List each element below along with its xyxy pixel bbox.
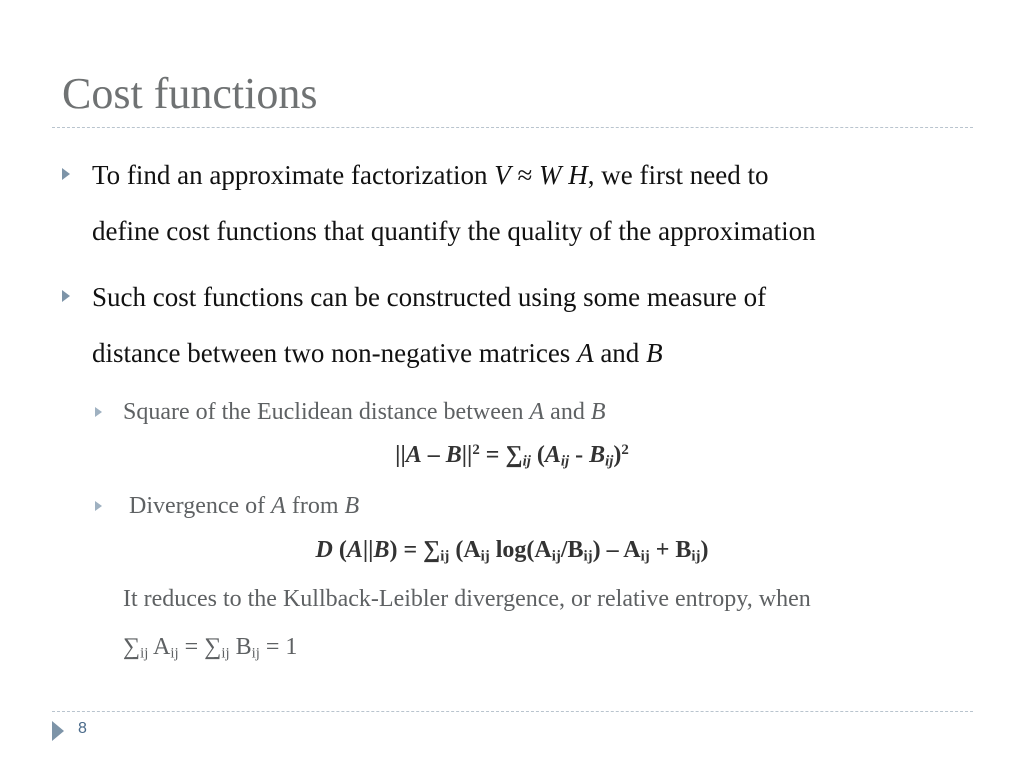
index-ij: ij: [440, 548, 450, 565]
footer-arrow-icon: [52, 721, 64, 741]
sub-bullet-arrow-icon: [95, 501, 102, 511]
term: log(A: [489, 537, 552, 563]
sub-bullet-2: [129, 491, 359, 521]
slide-title: Cost functions: [62, 69, 318, 118]
norm-bars: ||: [461, 442, 473, 468]
var-b: B: [589, 442, 606, 468]
text-run: from: [285, 493, 345, 519]
sum-symbol: = ∑: [479, 442, 523, 468]
norm-bars: ||: [362, 537, 374, 563]
term: (A: [449, 537, 481, 563]
minus: -: [569, 442, 590, 468]
text-run: To find an approximate factorization: [92, 160, 495, 190]
term: = 1: [259, 634, 298, 660]
minus: –: [421, 442, 446, 468]
approx-symbol: ≈: [510, 160, 540, 190]
norm-bars: ||: [395, 442, 406, 468]
bullet-arrow-icon: [62, 290, 70, 302]
bullet-1-line-1: [92, 158, 769, 192]
index-ij: ij: [583, 548, 593, 565]
sub-bullet-arrow-icon: [95, 407, 102, 417]
kl-note-line-1: It reduces to the Kullback-Leibler divergence, or relative entropy, when: [123, 586, 811, 612]
index-ij: ij: [640, 548, 650, 565]
text-run: and: [544, 399, 591, 425]
index-ij: ij: [221, 645, 230, 662]
index-ij: ij: [251, 645, 260, 662]
index-ij: ij: [605, 453, 614, 470]
page-number: 8: [78, 720, 87, 737]
sub-bullet-1: [123, 397, 606, 427]
kl-note-line-2: [123, 632, 297, 662]
bullet-2-line-2: [92, 336, 663, 370]
index-ij: ij: [480, 548, 490, 565]
index-ij: ij: [560, 453, 570, 470]
text-run: and: [593, 338, 647, 368]
var-w: W: [539, 160, 562, 190]
var-a: A: [544, 442, 561, 468]
text-run: Square of the Euclidean distance between: [123, 399, 530, 425]
term: /B: [560, 537, 584, 563]
text-run: , we first need to: [587, 160, 769, 190]
exponent: 2: [621, 441, 629, 458]
bullet-arrow-icon: [62, 168, 70, 180]
footer-divider: [52, 711, 973, 712]
var-b: B: [646, 338, 663, 368]
var-a: A: [271, 493, 286, 519]
var-h: H: [568, 160, 588, 190]
index-ij: ij: [691, 548, 701, 565]
var-a: A: [529, 399, 545, 425]
divergence-formula: [0, 535, 1024, 565]
term: B: [229, 634, 252, 660]
bullet-1-line-2: define cost functions that quantify the quality of the approximation: [92, 216, 816, 246]
var-b: B: [445, 442, 462, 468]
text-run: distance between two non-negative matrices: [92, 338, 578, 368]
paren: (: [530, 442, 545, 468]
term: + B: [649, 537, 692, 563]
var-b: B: [344, 493, 360, 519]
bullet-2-line-1: Such cost functions can be constructed using some measure of: [92, 282, 767, 312]
text-run: Divergence of: [129, 493, 272, 519]
term: ) – A: [592, 537, 641, 563]
index-ij: ij: [140, 645, 149, 662]
var-v: V: [494, 160, 511, 190]
var-a: A: [577, 338, 594, 368]
var-d: D: [315, 537, 333, 563]
var-a: A: [346, 537, 363, 563]
var-a: A: [405, 442, 422, 468]
euclidean-formula: [0, 440, 1024, 470]
var-b: B: [590, 399, 606, 425]
index-ij: ij: [170, 645, 179, 662]
sum-symbol: = ∑: [178, 634, 222, 660]
term: A: [148, 634, 171, 660]
paren: ): [700, 537, 709, 563]
paren: ): [613, 442, 622, 468]
title-divider: [52, 127, 973, 128]
exponent: 2: [472, 441, 480, 458]
paren: (: [332, 537, 347, 563]
index-ij: ij: [551, 548, 561, 565]
index-ij: ij: [522, 453, 531, 470]
var-b: B: [373, 537, 390, 563]
sum-symbol: ) = ∑: [389, 537, 441, 563]
sum-symbol: ∑: [123, 634, 141, 660]
